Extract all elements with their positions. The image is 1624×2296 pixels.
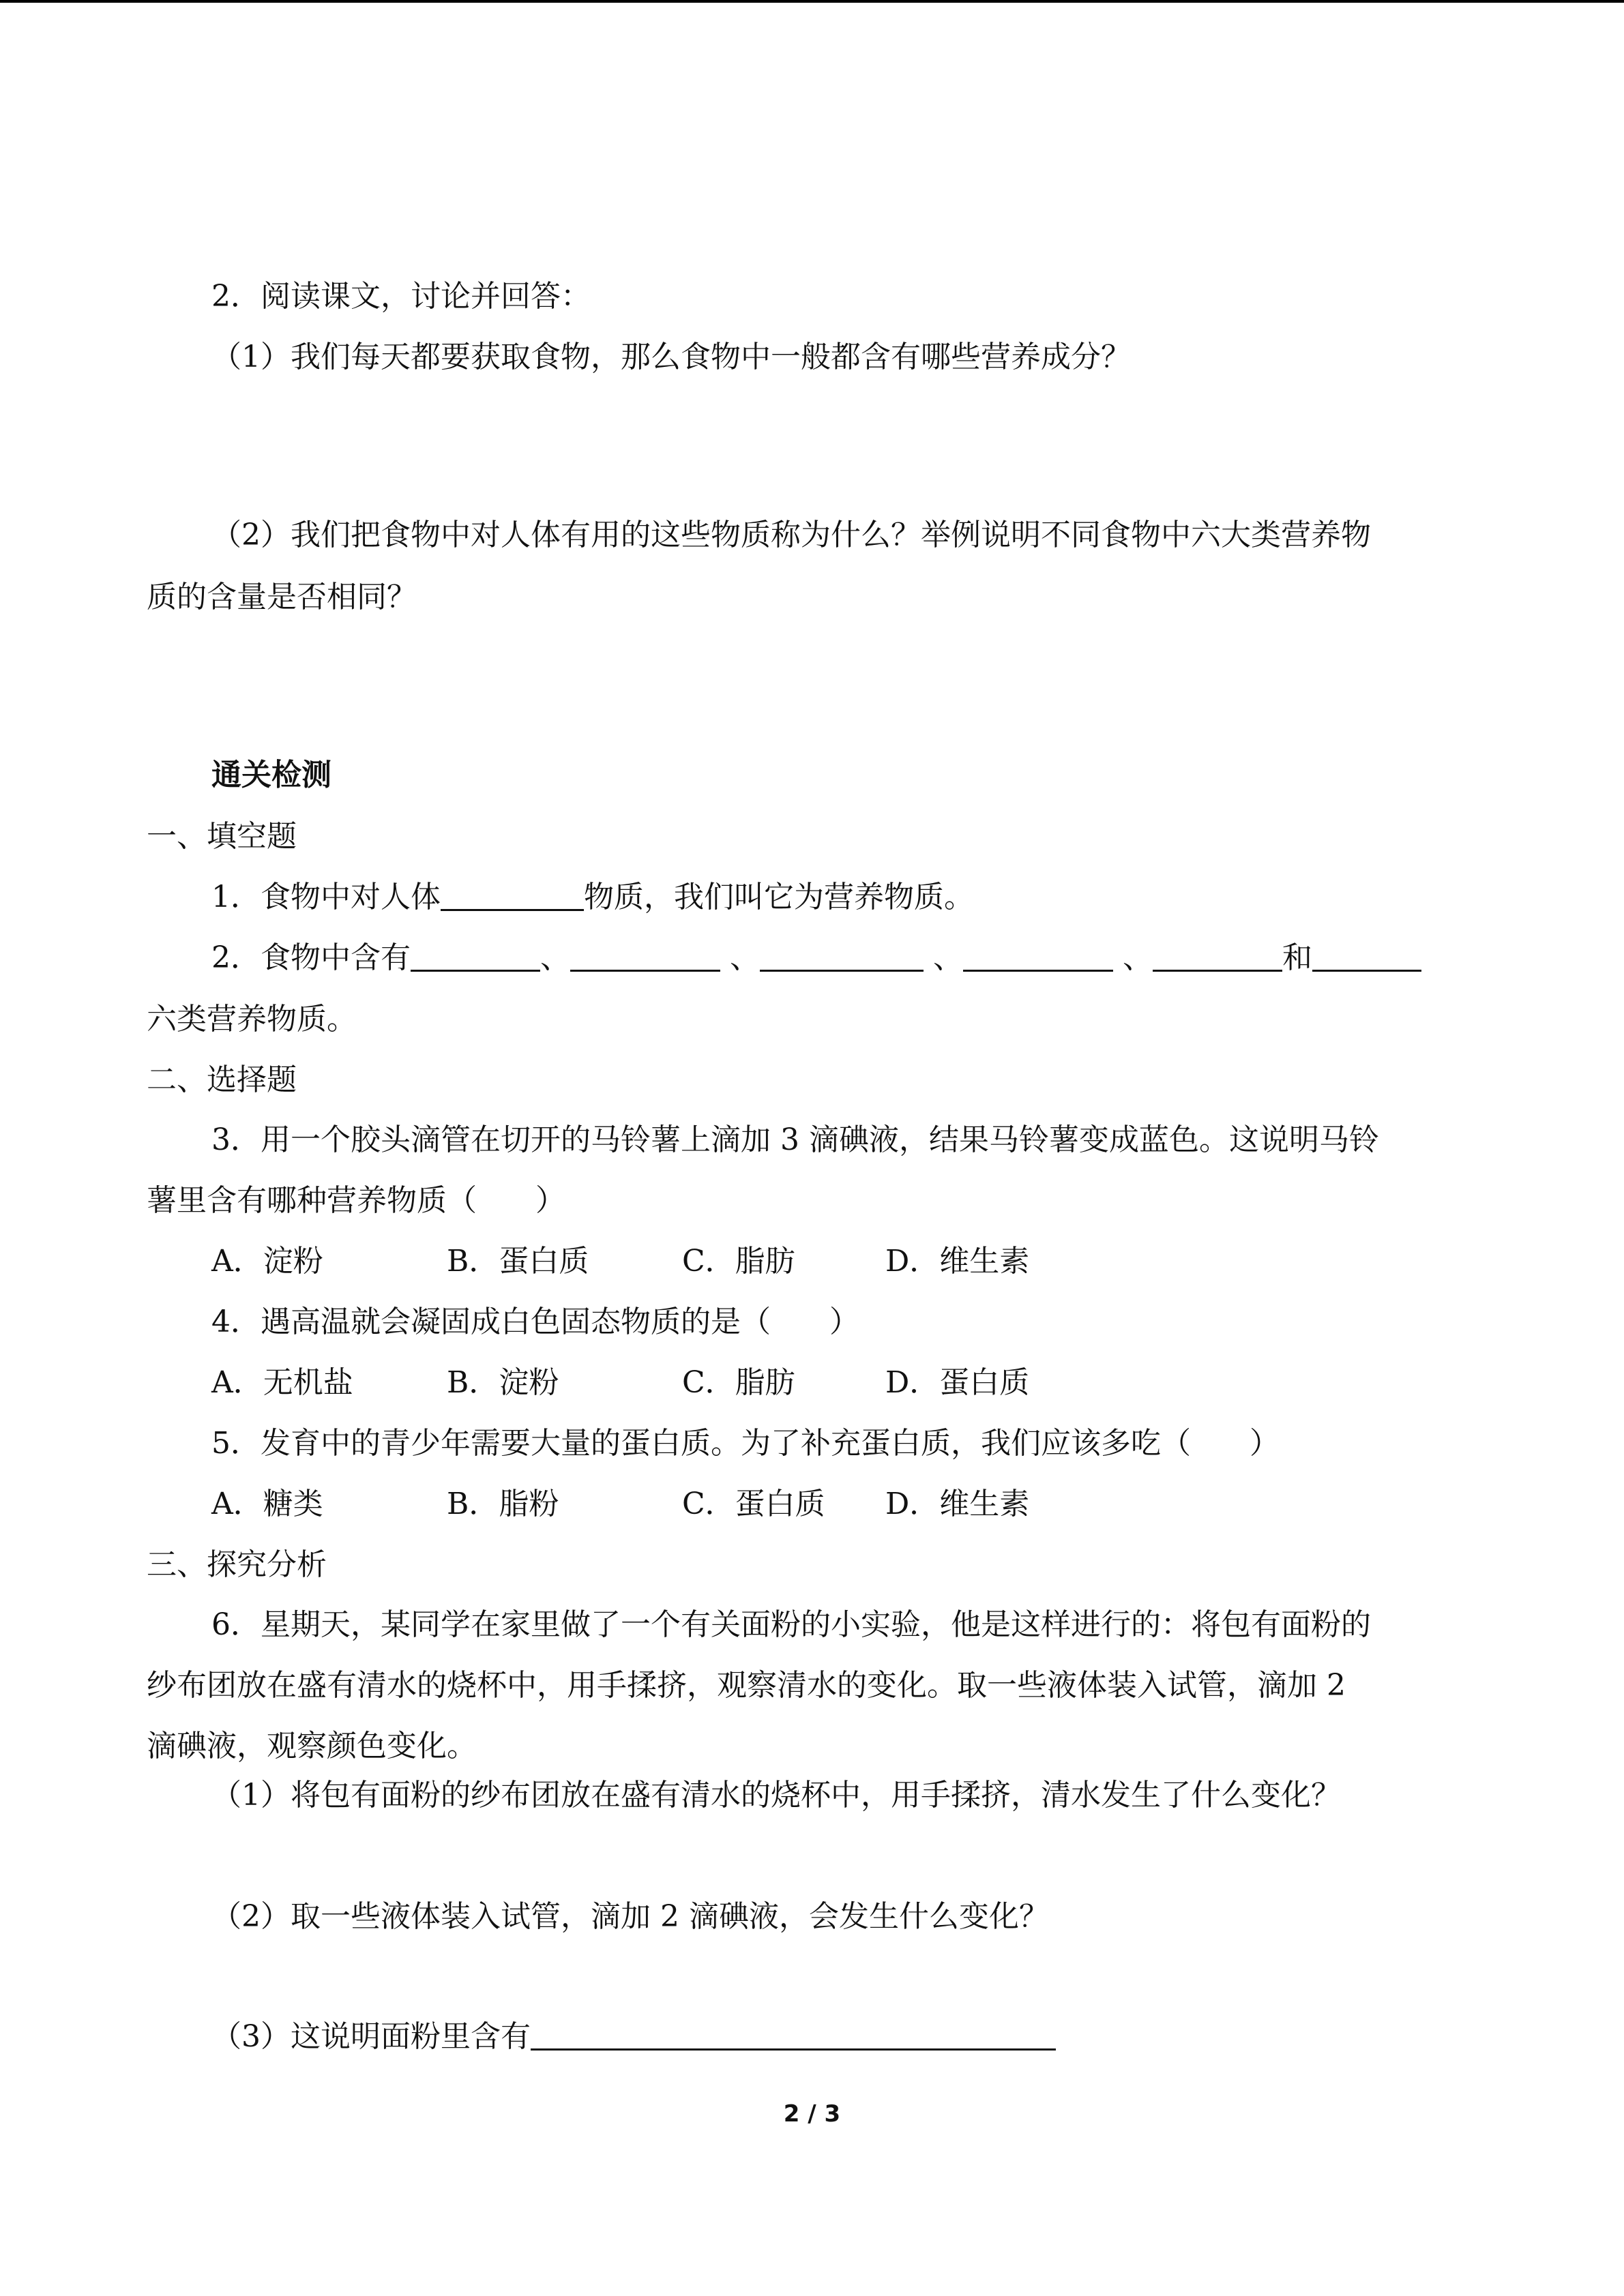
- q6-sub1: （1）将包有面粉的纱布团放在盛有清水的烧杯中，用手揉挤，清水发生了什么变化？: [211, 1778, 1341, 1813]
- answer-blank[interactable]: [441, 878, 584, 911]
- top-border: [0, 0, 1624, 3]
- option-c[interactable]: C．脂肪: [682, 1244, 795, 1279]
- read-q1: （1）我们每天都要获取食物，那么食物中一般都含有哪些营养成分？: [211, 340, 1131, 374]
- option-b[interactable]: B．脂粉: [447, 1487, 559, 1521]
- answer-blank[interactable]: [531, 2017, 1056, 2051]
- page-number: 2 / 3: [783, 2100, 841, 2128]
- option-c[interactable]: C．脂肪: [682, 1365, 795, 1400]
- separator: 、: [540, 940, 570, 975]
- part2-title: 二、选择题: [147, 1062, 297, 1097]
- answer-blank[interactable]: [570, 938, 720, 972]
- close-paren: ）: [829, 1304, 859, 1339]
- q4-options: [211, 1362, 1098, 1403]
- answer-blank[interactable]: [760, 938, 924, 972]
- q5-text: 5．发育中的青少年需要大量的蛋白质。为了补充蛋白质，我们应该多吃（: [211, 1426, 1191, 1461]
- read-q2-line2: 质的含量是否相同？: [147, 580, 417, 614]
- read-intro: 2．阅读课文，讨论并回答：: [211, 279, 591, 314]
- fill1-post: 物质，我们叫它为营养物质。: [584, 880, 974, 914]
- separator: 、: [933, 940, 963, 975]
- fill2-pre: 2．食物中含有: [211, 940, 411, 975]
- fill-question-2: [211, 938, 1421, 979]
- option-a[interactable]: A．糖类: [211, 1487, 323, 1521]
- q6-sub3-line: [211, 2016, 1056, 2057]
- answer-blank[interactable]: [1312, 938, 1421, 972]
- test-heading: 通关检测: [211, 758, 331, 792]
- read-q2-line1: （2）我们把食物中对人体有用的这些物质称为什么？举例说明不同食物中六大类营养物: [211, 518, 1371, 552]
- q6-line1: 6．星期天，某同学在家里做了一个有关面粉的小实验，他是这样进行的：将包有面粉的: [211, 1607, 1371, 1642]
- fill1-pre: 1．食物中对人体: [211, 880, 441, 914]
- option-b[interactable]: B．蛋白质: [447, 1244, 589, 1279]
- q6-sub2: （2）取一些液体装入试管，滴加 2 滴碘液，会发生什么变化？: [211, 1899, 1049, 1934]
- close-paren: ）: [535, 1183, 565, 1218]
- q3-line2: [147, 1180, 565, 1221]
- q6-line3: 滴碘液，观察颜色变化。: [147, 1729, 477, 1763]
- separator: 、: [730, 940, 760, 975]
- part1-title: 一、填空题: [147, 819, 297, 854]
- option-d[interactable]: D．维生素: [885, 1487, 1030, 1521]
- q4-text: 4．遇高温就会凝固成白色固态物质的是（: [211, 1304, 771, 1339]
- answer-blank[interactable]: [963, 938, 1113, 972]
- answer-blank[interactable]: [1153, 938, 1282, 972]
- q3-text: 薯里含有哪种营养物质（: [147, 1183, 477, 1218]
- q4-line: [211, 1302, 859, 1343]
- fill2-line2: 六类营养物质。: [147, 1002, 357, 1037]
- option-a[interactable]: A．无机盐: [211, 1365, 353, 1400]
- answer-blank[interactable]: [411, 938, 540, 972]
- q3-options: [211, 1241, 1098, 1282]
- option-d[interactable]: D．蛋白质: [885, 1365, 1030, 1400]
- q6-sub3-text: （3）这说明面粉里含有: [211, 2019, 531, 2054]
- fill-question-1: [211, 877, 974, 918]
- option-d[interactable]: D．维生素: [885, 1244, 1030, 1279]
- and-word: 和: [1282, 940, 1312, 975]
- q6-line2: 纱布团放在盛有清水的烧杯中，用手揉挤，观察清水的变化。取一些液体装入试管，滴加 2: [147, 1668, 1346, 1703]
- close-paren: ）: [1250, 1426, 1280, 1461]
- q5-line: [211, 1423, 1280, 1464]
- part3-title: 三、探究分析: [147, 1547, 327, 1582]
- separator: 、: [1123, 940, 1153, 975]
- q3-line1: 3．用一个胶头滴管在切开的马铃薯上滴加 3 滴碘液，结果马铃薯变成蓝色。这说明马铃: [211, 1122, 1379, 1157]
- option-b[interactable]: B．淀粉: [447, 1365, 559, 1400]
- option-a[interactable]: A．淀粉: [211, 1244, 323, 1279]
- q5-options: [211, 1484, 1098, 1525]
- option-c[interactable]: C．蛋白质: [682, 1487, 825, 1521]
